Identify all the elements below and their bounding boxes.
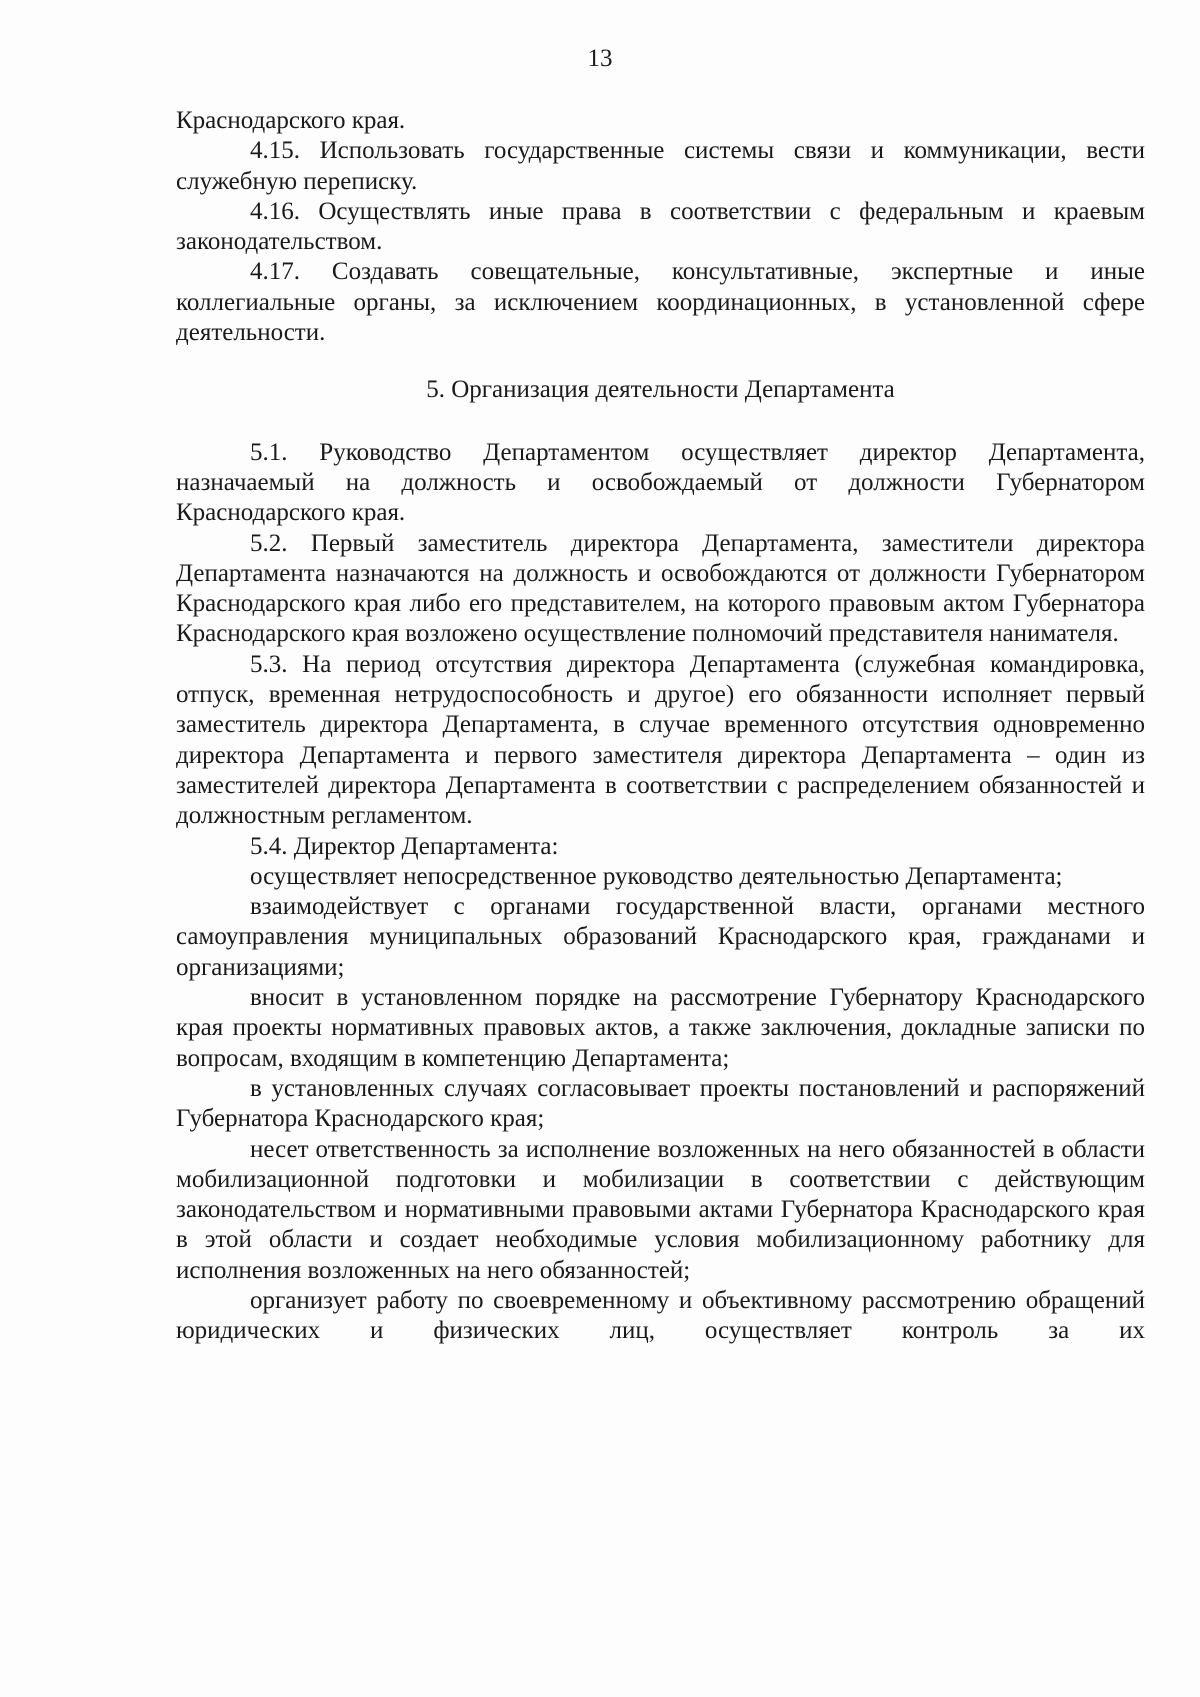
list-item-approves-projects: в установленных случаях согласовывает проекты постановлений и распоряжений Губернатора Краснодарского края; (176, 1074, 1145, 1133)
section-5-heading: 5. Организация деятельности Департамента (426, 376, 895, 404)
paragraph-4-17: 4.17. Создавать совещательные, консультативные, экспертные и иные коллегиальные органы, за исключением координационных, в установленной сфере деятельности. (176, 258, 1145, 347)
page-number: 13 (587, 45, 613, 72)
paragraph-5-1: 5.1. Руководство Департаментом осуществляет директор Департамента, назначаемый на должность и освобождаемый от должности Губернатором Краснодарского края. (176, 438, 1145, 527)
paragraph-5-3: 5.3. На период отсутствия директора Департамента (служебная командировка, отпуск, временная нетрудоспособность и другое) его обязанности исполняет первый заместитель директора Департамента, в случае временного отсутствия одновременно директора Департамента и первого заместителя директора Департамента – один из заместителей директора Департамента в соответствии с распределением обязанностей и должностным регламентом. (176, 650, 1145, 830)
list-item-submits-projects: вносит в установленном порядке на рассмотрение Губернатору Краснодарского края проекты нормативных правовых актов, а также заключения, докладные записки по вопросам, входящим в компетенцию Департамента; (176, 984, 1145, 1072)
list-item-interaction: взаимодействует с органами государственной власти, органами местного самоуправления муниципальных образований Краснодарского края, гражданами и организациями; (176, 893, 1145, 981)
paragraph-4-16: 4.16. Осуществлять иные права в соответствии с федеральным и краевым законодательством. (176, 197, 1145, 256)
list-item-organizes-appeals: организует работу по своевременному и объективному рассмотрению обращений юридических и физических лиц, осуществляет контроль за их (176, 1286, 1145, 1345)
paragraph-5-4: 5.4. Директор Департамента: (250, 832, 559, 860)
paragraph-continuation: Краснодарского края. (176, 107, 406, 134)
paragraph-5-2: 5.2. Первый заместитель директора Департамента, заместители директора Департамента назначаются на должность и освобождаются от должности Губернатором Краснодарского края либо его представителем, на которого правовым актом Губернатора Краснодарского края возложено осуществление полномочий представителя нанимателя. (176, 529, 1145, 648)
list-item-direct-management: осуществляет непосредственное руководство деятельностью Департамента; (250, 862, 1063, 890)
paragraph-4-15: 4.15. Использовать государственные системы связи и коммуникации, вести служебную переписку. (176, 137, 1145, 195)
document-body (176, 106, 1145, 1347)
list-item-mobilization-responsibility: несет ответственность за исполнение возложенных на него обязанностей в области мобилизационной подготовки и мобилизации в соответствии с действующим законодательством и нормативными правовыми актами Губернатора Краснодарского края в этой области и создает необходимые условия мобилизационному работнику для исполнения возложенных на него обязанностей; (176, 1135, 1145, 1284)
